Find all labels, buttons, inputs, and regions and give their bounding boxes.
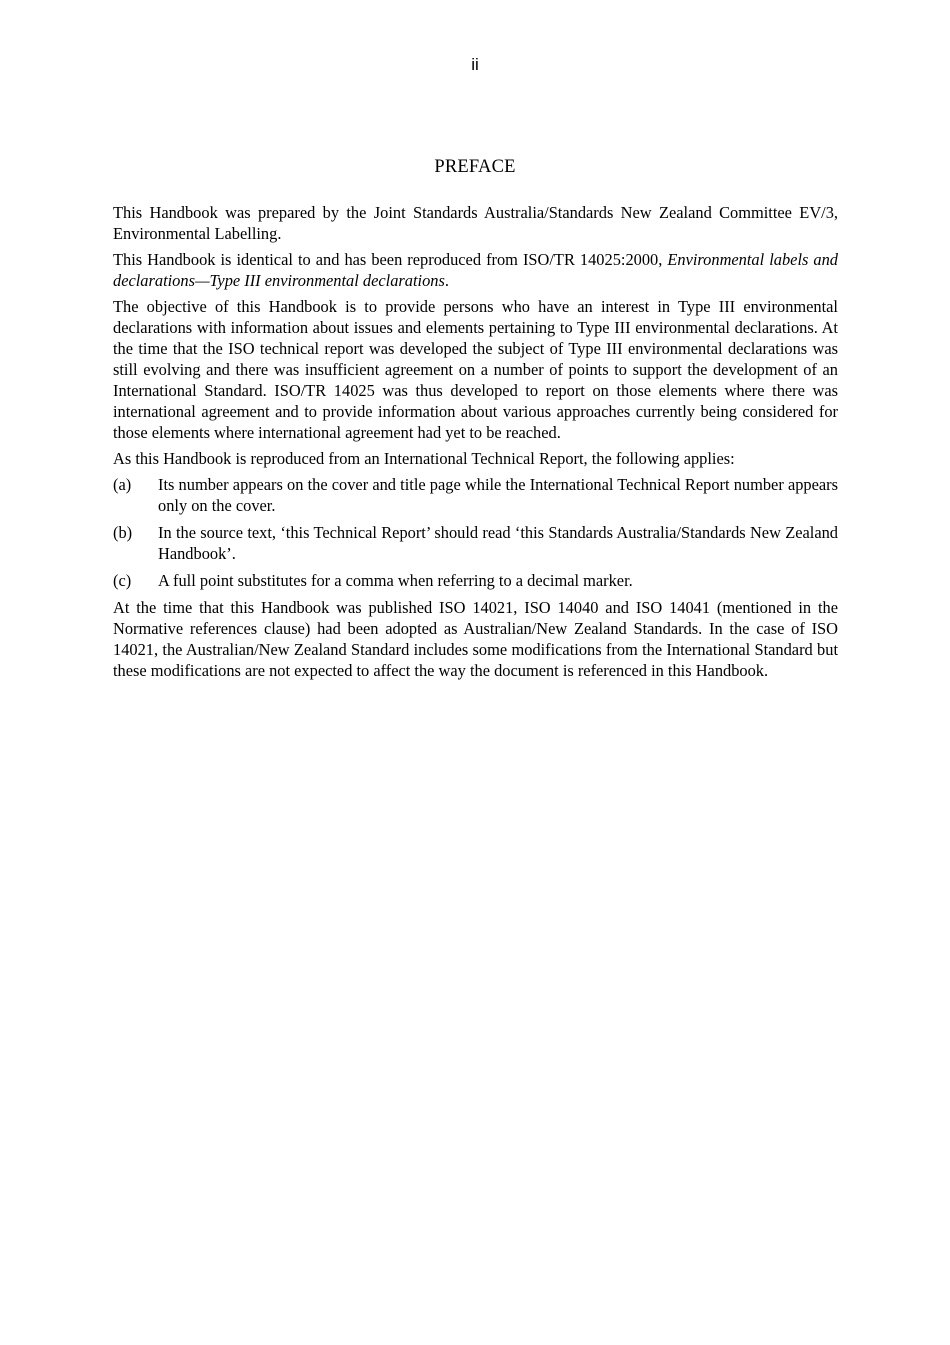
paragraph-objective: The objective of this Handbook is to provide persons who have an interest in Type III environmental declarations with information about issues and elements pertaining to Type III environmental declarations. At the time that the ISO technical report was developed the subject of Type III environmental declarations was still evolving and there was insufficient agreement on a number of points to support the development of an International Standard. ISO/TR 14025 was thus developed to report on those elements where there was international agreement and to provide information about various approaches currently being considered for those elements where international agreement had yet to be reached.: [113, 297, 838, 442]
list-text: A full point substitutes for a comma when referring to a decimal marker.: [158, 571, 633, 590]
source-title: Environmental labels and declarations—Type III environmental declarations: [113, 250, 838, 290]
page-title: PREFACE: [434, 157, 516, 177]
paragraph-adoption: At the time that this Handbook was published ISO 14021, ISO 14040 and ISO 14041 (mentioned in the Normative references clause) had been adopted as Australian/New Zealand Standards. In the case of ISO 14021, the Australian/New Zealand Standard includes some modifications from the International Standard but these modifications are not expected to affect the way the document is referenced in this Handbook.: [113, 598, 838, 680]
paragraph-source-end: .: [444, 271, 449, 290]
preface-body: [113, 202, 838, 686]
paragraph-committee: This Handbook was prepared by the Joint Standards Australia/Standards New Zealand Committee EV/3, Environmental Labelling.: [113, 203, 838, 243]
page-number: ii: [471, 55, 479, 74]
list-text: Its number appears on the cover and title page while the International Technical Report number appears only on the cover.: [158, 475, 838, 515]
variations-list: [113, 474, 838, 591]
paragraph-source: [113, 249, 838, 291]
list-marker: (c): [113, 571, 132, 590]
list-text: In the source text, ‘this Technical Report’ should read ‘this Standards Australia/Standards New Zealand Handbook’.: [158, 523, 838, 563]
list-item: [113, 474, 838, 516]
paragraph-applies: As this Handbook is reproduced from an International Technical Report, the following applies:: [113, 449, 735, 468]
list-marker: (b): [113, 523, 133, 542]
list-item: [113, 570, 838, 591]
list-marker: (a): [113, 475, 132, 494]
paragraph-source-text: This Handbook is identical to and has been reproduced from ISO/TR 14025:2000,: [113, 250, 668, 269]
list-item: [113, 522, 838, 564]
